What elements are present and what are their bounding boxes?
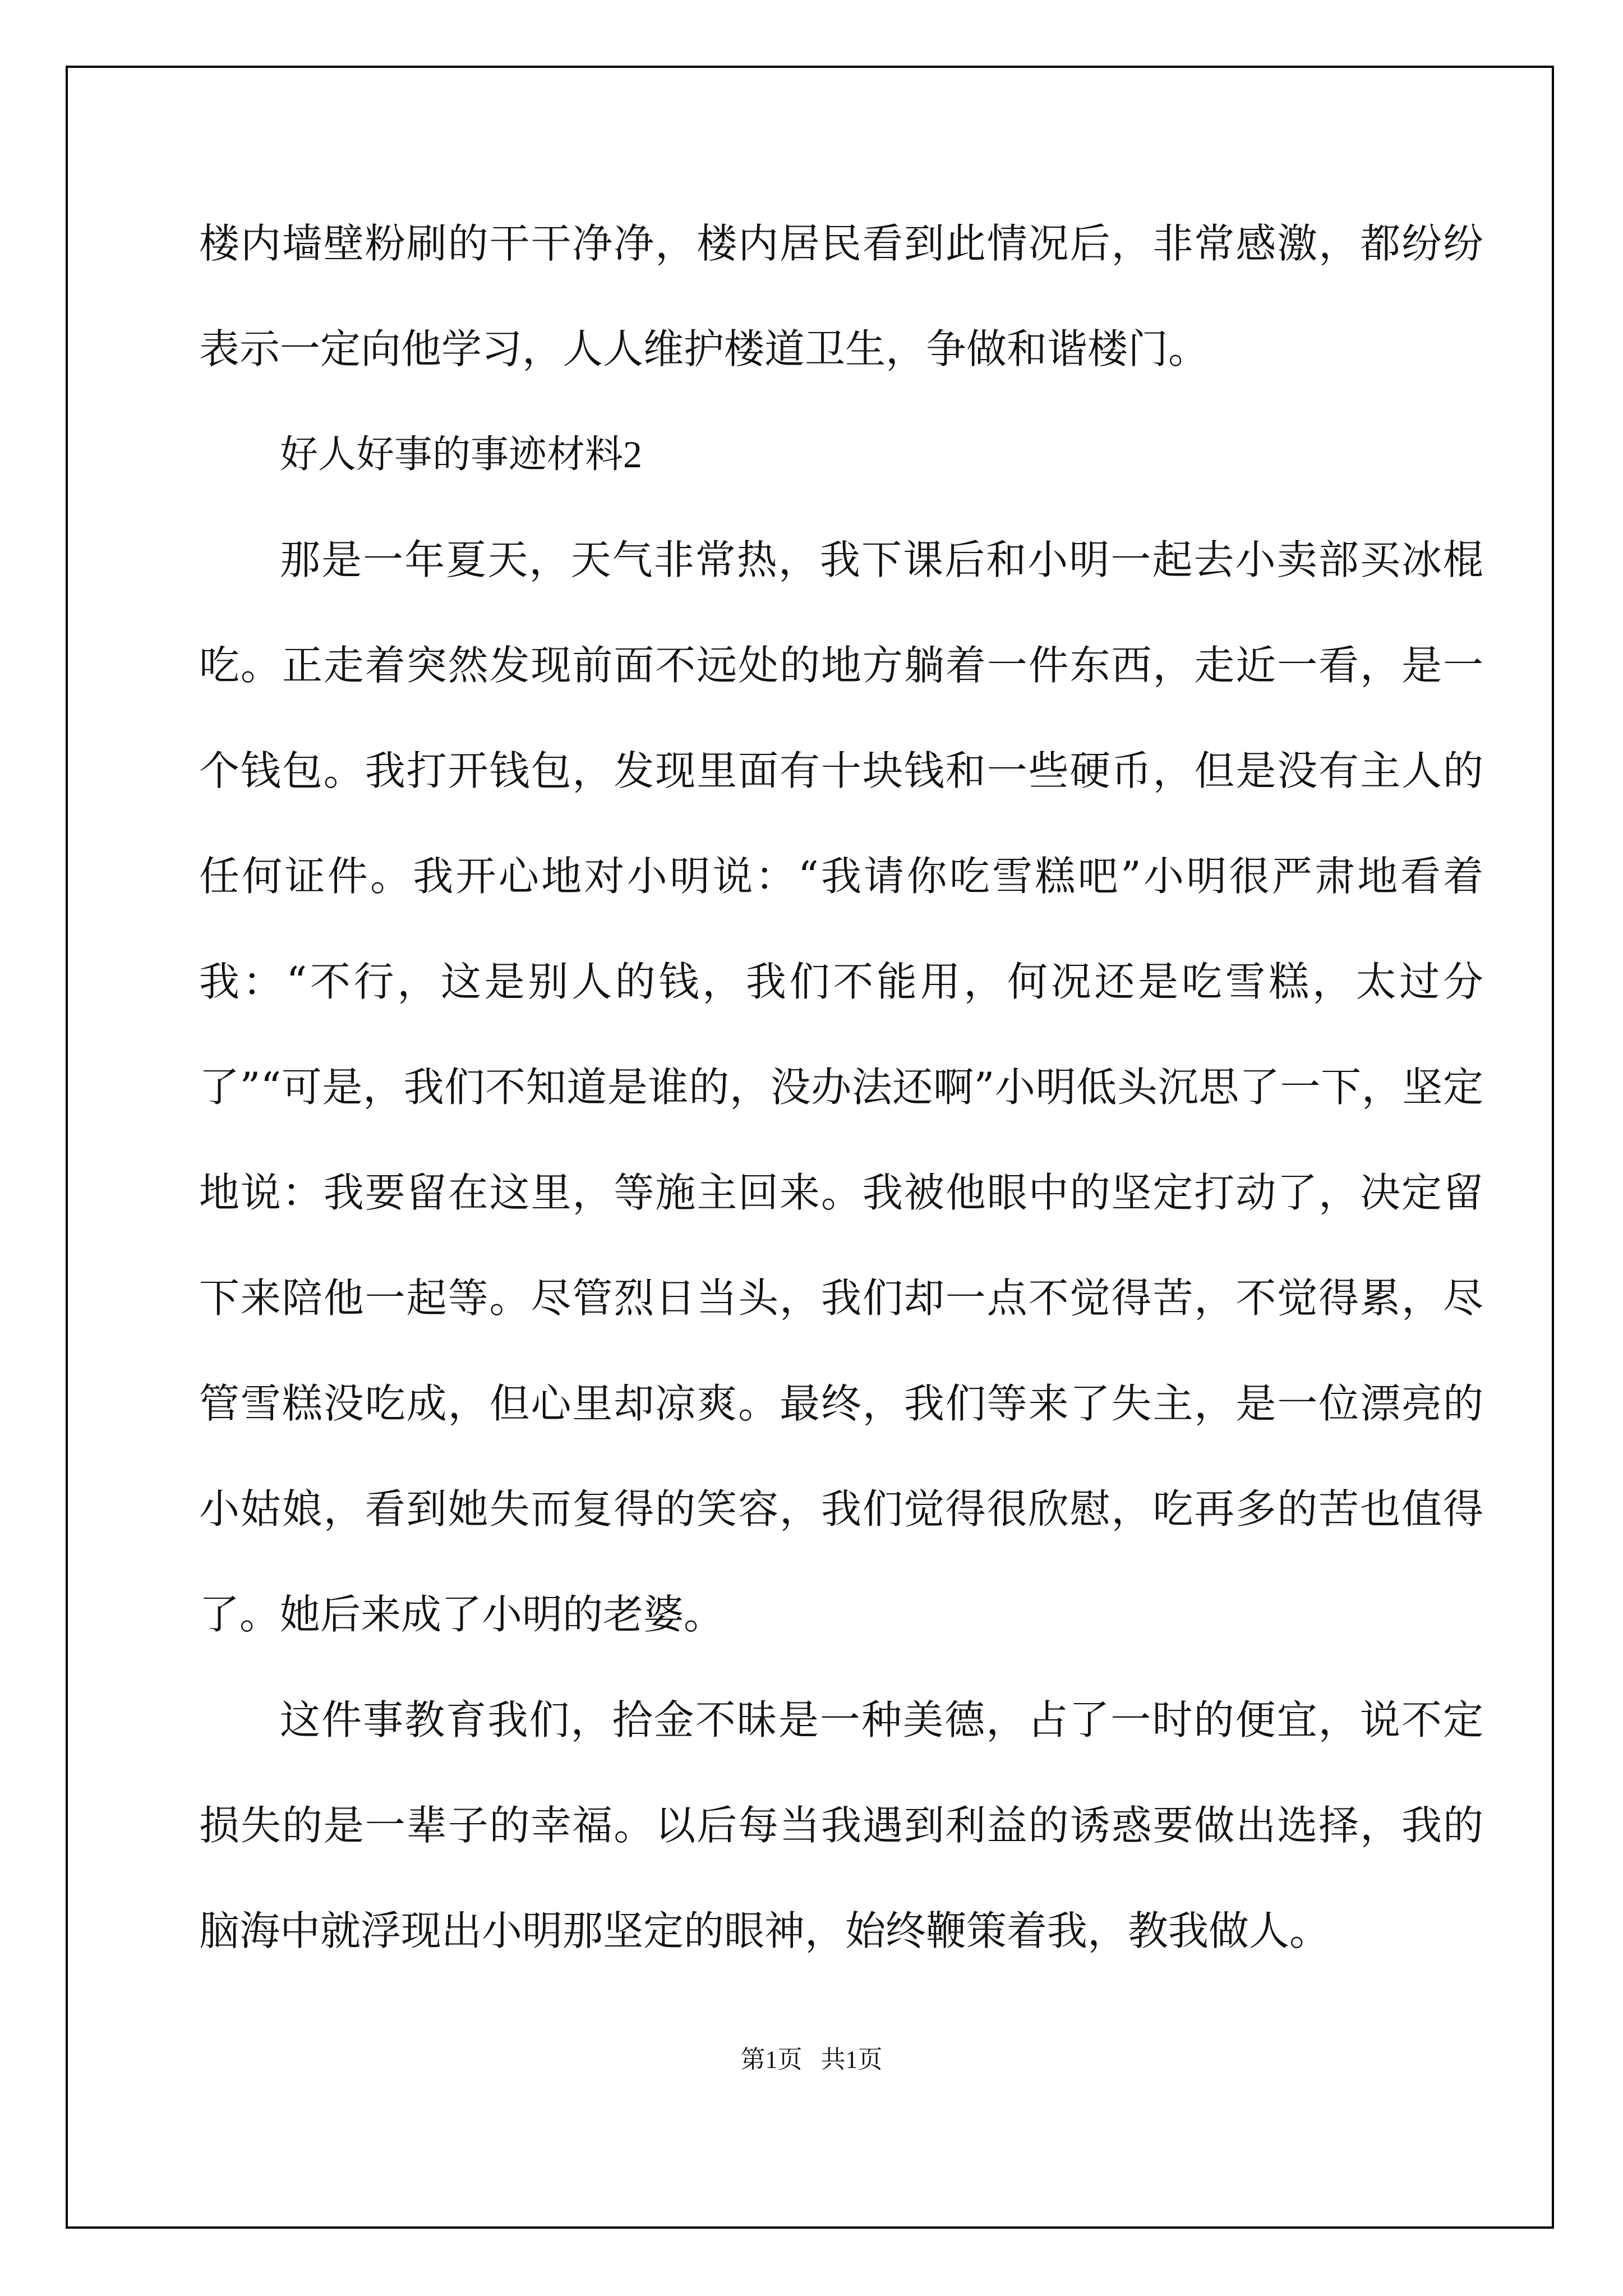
paragraph-story: 那是一年夏天，天气非常热，我下课后和小明一起去小卖部买冰棍吃。正走着突然发现前面不远处的地方躺着一件东西，走近一看，是一个钱包。我打开钱包，发现里面有十块钱和一些硬币，但是没有主人的任何证件。我开心地对小明说：“我请你吃雪糕吧”小明很严肃地看着我：“不行，这是别人的钱，我们不能用，何况还是吃雪糕，太过分了”“可是，我们不知道是谁的，没办法还啊”小明低头沉思了一下，坚定地说：我要留在这里，等施主回来。我被他眼中的坚定打动了，决定留下来陪他一起等。尽管烈日当头，我们却一点不觉得苦，不觉得累，尽管雪糕没吃成，但心里却凉爽。最终，我们等来了失主，是一位漂亮的小姑娘，看到她失而复得的笑容，我们觉得很欣慰，吃再多的苦也值得了。她后来成了小明的老婆。 xyxy=(199,536,1483,1638)
page-footer: 第1页 共1页 xyxy=(740,2046,883,2073)
paragraph-lesson: 这件事教育我们，拾金不昧是一种美德，占了一时的便宜，说不定损失的是一辈子的幸福。以后每当我遇到利益的诱惑要做出选择，我的脑海中就浮现出小明那坚定的眼神，始终鞭策着我，教我做人。 xyxy=(199,1696,1483,1954)
document-body xyxy=(199,191,1483,1984)
paragraph-continued: 楼内墙壁粉刷的干干净净，楼内居民看到此情况后，非常感激，都纷纷表示一定向他学习，人人维护楼道卫生，争做和谐楼门。 xyxy=(199,220,1483,372)
section-title: 好人好事的事迹材料2 xyxy=(280,433,643,476)
